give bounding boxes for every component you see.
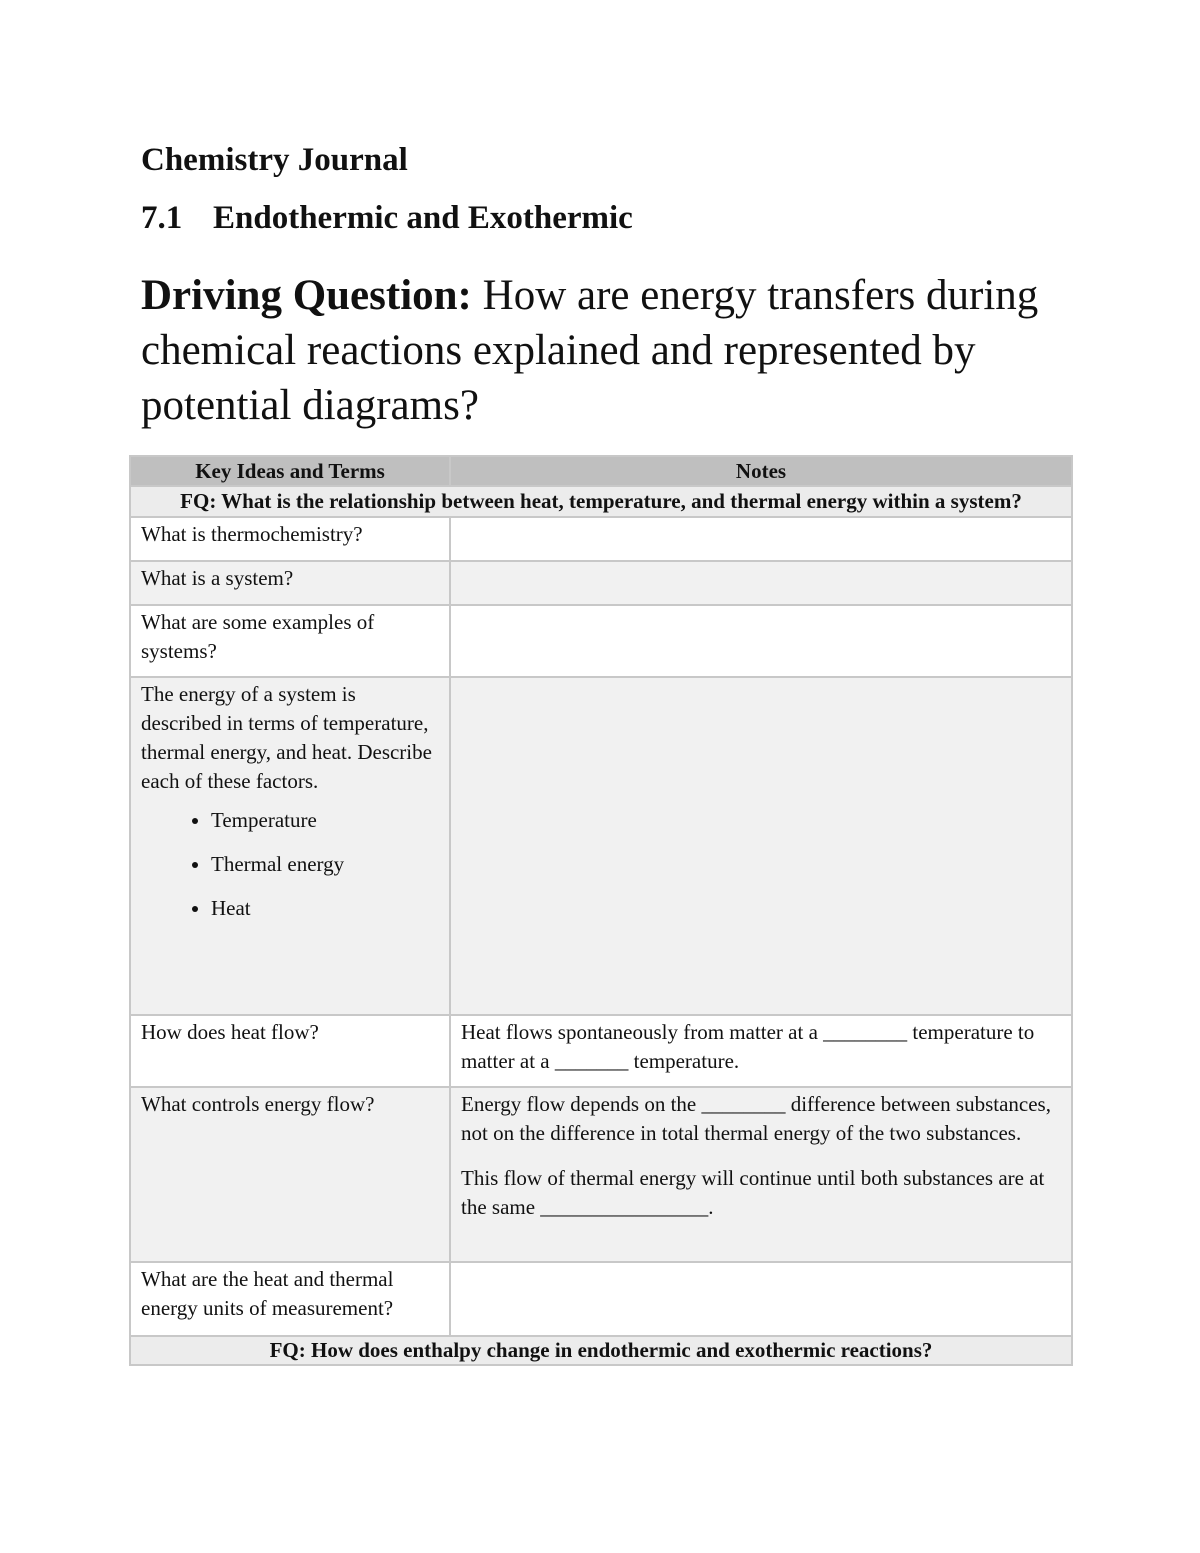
notes-cell[interactable]	[450, 517, 1072, 561]
list-item: • Temperature	[211, 806, 439, 835]
section-number: 7.1	[141, 200, 183, 236]
term-text: The energy of a system is described in terms of temperature, thermal energy, and heat. Describe each of these factors.	[141, 682, 432, 793]
table-row	[130, 561, 1072, 605]
section-heading	[141, 198, 633, 238]
focus-question-2: FQ: How does enthalpy change in endothermic and exothermic reactions?	[130, 1336, 1072, 1365]
term-cell: How does heat flow?	[130, 1015, 450, 1087]
factor-list	[141, 806, 439, 923]
term-cell: What is thermochemistry?	[130, 517, 450, 561]
term-cell: What is a system?	[130, 561, 450, 605]
section-title: Endothermic and Exothermic	[213, 200, 633, 236]
list-item: • Heat	[211, 894, 439, 923]
notes-cell[interactable]	[450, 561, 1072, 605]
term-cell: What are the heat and thermal energy units of measurement?	[130, 1262, 450, 1336]
fill-in-note: Heat flows spontaneously from matter at a ________ temperature to matter at a _______ temperature.	[461, 1020, 1035, 1073]
term-cell: What are some examples of systems?	[130, 605, 450, 677]
table-row	[130, 1015, 1072, 1087]
term-cell	[130, 677, 450, 1015]
table-row	[130, 1087, 1072, 1262]
fill-in-note: Energy flow depends on the ________ difference between substances, not on the difference in total thermal energy of the two substances.	[461, 1092, 1051, 1145]
table-row	[130, 1262, 1072, 1336]
notes-cell[interactable]	[450, 1015, 1072, 1087]
notes-cell[interactable]	[450, 1262, 1072, 1336]
table-row	[130, 517, 1072, 561]
notes-cell[interactable]	[450, 605, 1072, 677]
notes-cell[interactable]	[450, 677, 1072, 1015]
focus-question-row	[130, 486, 1072, 517]
driving-question-text: How are energy transfers during chemical reactions explained and represented by potential diagrams?	[141, 272, 1039, 429]
table-header-row	[130, 456, 1072, 486]
column-header-notes: Notes	[450, 456, 1072, 486]
list-item: • Thermal energy	[211, 850, 439, 879]
term-cell: What controls energy flow?	[130, 1087, 450, 1262]
column-header-key-ideas: Key Ideas and Terms	[130, 456, 450, 486]
page-title: Chemistry Journal	[141, 142, 408, 178]
fill-in-note: This flow of thermal energy will continue until both substances are at the same ________________.	[461, 1166, 1045, 1219]
notes-table	[129, 455, 1073, 1366]
table-row	[130, 677, 1072, 1015]
focus-question-row	[130, 1336, 1072, 1365]
notes-cell[interactable]	[450, 1087, 1072, 1262]
driving-question-label: Driving Question:	[141, 272, 472, 319]
focus-question-1: FQ: What is the relationship between heat, temperature, and thermal energy within a system?	[130, 486, 1072, 517]
table-row	[130, 605, 1072, 677]
driving-question	[141, 268, 1101, 433]
